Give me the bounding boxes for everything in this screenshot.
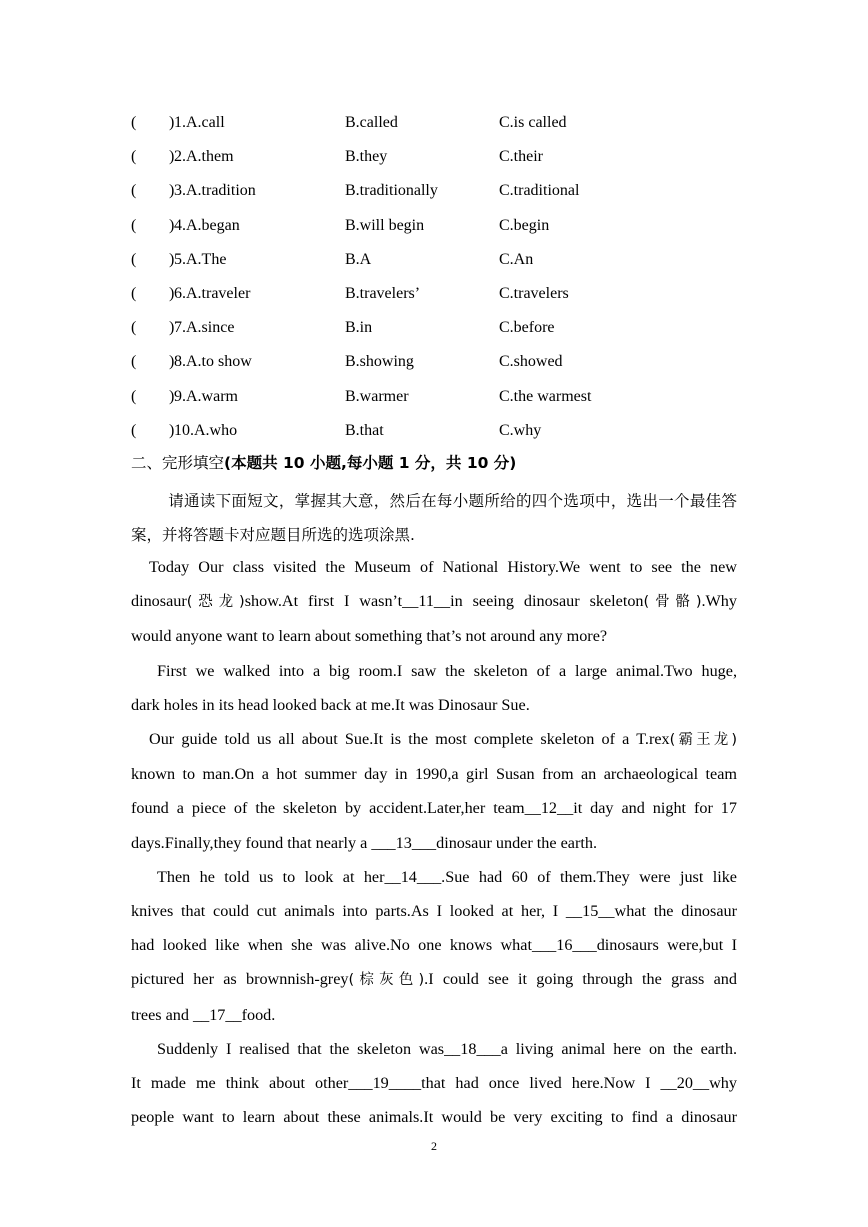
- passage-text: .Why: [701, 592, 737, 611]
- option-c: C.before: [499, 319, 555, 337]
- passage-line: Today Our class visited the Museum of National History.We went to see the new: [149, 558, 737, 576]
- passage-line: people want to learn about these animals.It would be very exciting to find a dinosaur: [131, 1108, 737, 1127]
- answer-paren-close: ): [169, 182, 175, 200]
- answer-paren-close: ): [169, 319, 175, 337]
- section-title: 二、完形填空: [131, 454, 225, 472]
- option-row: [131, 387, 731, 421]
- passage-line: [131, 722, 737, 757]
- option-b: B.A: [345, 250, 372, 268]
- option-c: C.An: [499, 250, 534, 268]
- option-row: [131, 284, 731, 318]
- answer-paren-open: (: [131, 353, 137, 371]
- option-c: C.why: [499, 421, 542, 439]
- option-row: [131, 352, 731, 386]
- option-row: [131, 216, 731, 250]
- option-b: B.warmer: [345, 387, 409, 405]
- answer-paren-open: (: [131, 387, 137, 405]
- option-a: 8.A.to show: [174, 353, 252, 371]
- passage-line: [131, 962, 737, 997]
- option-c: C.the warmest: [499, 387, 592, 405]
- option-a: 5.A.The: [174, 250, 227, 268]
- answer-paren-open: (: [131, 114, 137, 131]
- option-row: [131, 318, 731, 352]
- option-a: 2.A.them: [174, 148, 234, 166]
- answer-paren-close: ): [169, 284, 175, 302]
- option-b: B.travelers’: [345, 284, 421, 302]
- page-number: 2: [431, 1139, 437, 1153]
- option-b: B.showing: [345, 353, 414, 371]
- passage-line: would anyone want to learn about something that’s not around any more?: [131, 627, 608, 646]
- passage-line: First we walked into a big room.I saw the skeleton of a large animal.Two huge,: [157, 661, 737, 680]
- option-row: [131, 421, 731, 455]
- option-a: 10.A.who: [174, 421, 238, 439]
- option-c: C.showed: [499, 353, 563, 371]
- answer-paren-open: (: [131, 421, 137, 439]
- passage-line: Then he told us to look at her__14___.Sue had 60 of them.They were just like: [157, 867, 737, 886]
- passage-line: It made me think about other___19____that had once lived here.Now I __20__why: [131, 1074, 737, 1093]
- passage-line: days.Finally,they found that nearly a ___13___dinosaur under the earth.: [131, 833, 598, 852]
- answer-paren-close: ): [169, 387, 175, 405]
- gloss-text: (棕灰色): [348, 972, 425, 989]
- passage-line: dark holes in its head looked back at me.It was Dinosaur Sue.: [131, 695, 530, 714]
- passage-line: known to man.On a hot summer day in 1990,a girl Susan from an archaeological team: [131, 765, 737, 784]
- option-c: C.travelers: [499, 284, 569, 302]
- answer-paren-close: ): [169, 353, 175, 371]
- option-row: [131, 250, 731, 284]
- answer-options-list: [131, 113, 731, 455]
- option-c: C.begin: [499, 216, 550, 234]
- option-b: B.called: [345, 114, 398, 131]
- option-a: 4.A.began: [174, 216, 240, 234]
- passage-line: trees and __17__food.: [131, 1005, 276, 1024]
- option-c: C.traditional: [499, 182, 580, 200]
- option-row: [131, 181, 731, 215]
- passage-line: found a piece of the skeleton by accident.Later,her team__12__it day and night for 17: [131, 799, 737, 818]
- passage-text: show.At first I wasn’t__11__in seeing dinosaur skeleton: [244, 592, 644, 611]
- gloss-text: (恐龙): [186, 594, 245, 611]
- option-b: B.in: [345, 319, 373, 337]
- option-b: B.traditionally: [345, 182, 438, 200]
- answer-paren-open: (: [131, 148, 137, 166]
- passage-text: pictured her as brownnish-grey: [131, 970, 349, 989]
- section-heading: [131, 452, 741, 474]
- answer-paren-close: ): [169, 250, 175, 268]
- gloss-text: (霸王龙): [669, 732, 737, 749]
- passage-line: knives that could cut animals into parts.As I looked at her, I __15__what the dinosaur: [131, 902, 737, 921]
- passage-line: had looked like when she was alive.No one knows what___16___dinosaurs were,but I: [131, 936, 737, 955]
- passage-line: [131, 584, 737, 619]
- answer-paren-open: (: [131, 319, 137, 337]
- passage-text: dinosaur: [131, 592, 187, 611]
- gloss-text: (骨骼): [643, 594, 702, 611]
- option-row: [131, 147, 731, 181]
- reading-passage: [131, 550, 737, 1134]
- option-b: B.that: [345, 421, 384, 439]
- option-b: B.they: [345, 148, 388, 166]
- passage-line: Suddenly I realised that the skeleton was__18___a living animal here on the earth.: [157, 1039, 737, 1058]
- option-a: 3.A.tradition: [174, 182, 256, 200]
- option-c: C.is called: [499, 114, 567, 131]
- passage-text: .I could see it going through the grass and: [424, 970, 737, 989]
- option-a: 1.A.call: [174, 114, 225, 131]
- answer-paren-close: ): [169, 148, 175, 166]
- answer-paren-close: ): [169, 114, 175, 131]
- section-scoring: (本题共 10 小题,每小题 1 分，共 10 分): [224, 454, 517, 472]
- option-c: C.their: [499, 148, 543, 166]
- option-a: 9.A.warm: [174, 387, 238, 405]
- answer-paren-open: (: [131, 250, 137, 268]
- answer-paren-open: (: [131, 182, 137, 200]
- option-a: 6.A.traveler: [174, 284, 251, 302]
- answer-paren-open: (: [131, 284, 137, 302]
- answer-paren-open: (: [131, 216, 137, 234]
- answer-paren-close: ): [169, 216, 175, 234]
- option-a: 7.A.since: [174, 319, 235, 337]
- instruction-text: 请通读下面短文，掌握其大意，然后在每小题所给的四个选项中，选出一个最佳答案，并将答题卡对应题目所选的选项涂黑.: [131, 492, 737, 544]
- passage-text: Our guide told us all about Sue.It is the most complete skeleton of a T.rex: [149, 730, 670, 749]
- option-b: B.will begin: [345, 216, 425, 234]
- option-row: [131, 113, 731, 147]
- answer-paren-close: ): [169, 421, 175, 439]
